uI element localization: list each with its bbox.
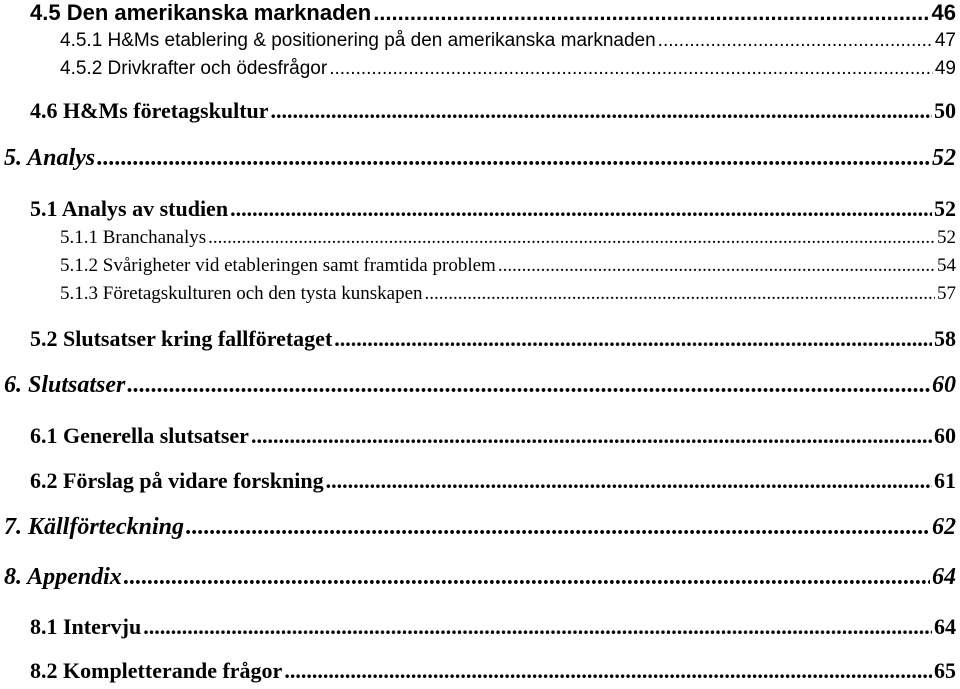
dot-leader [124,564,930,591]
toc-entry-page: 57 [937,283,956,304]
toc-entry-page: 54 [937,255,956,276]
toc-entry-title: 8. Appendix [4,564,122,590]
toc-entry-title: 5.2 Slutsatser kring fallföretaget [30,326,333,351]
toc-entry[interactable] [4,564,956,591]
dot-leader [271,98,932,124]
dot-leader [208,227,935,249]
toc-entry-page: 64 [934,614,956,639]
toc-entry-page: 60 [932,372,956,398]
toc-entry-page: 49 [934,58,956,79]
dot-leader [97,145,930,172]
dot-leader [498,255,935,277]
dot-leader [143,614,932,640]
dot-leader [373,0,929,26]
toc-entry-page: 61 [934,468,956,493]
toc-entry-page: 65 [934,658,956,683]
toc-entry[interactable] [4,145,956,172]
dot-leader [329,58,933,80]
toc-entry-title: 4.5.2 Drivkrafter och ödesfrågor [60,58,328,79]
toc-entry-page: 64 [932,564,956,590]
toc-entry[interactable] [30,98,956,124]
dot-leader [425,283,935,305]
toc-entry-page: 52 [937,227,956,248]
toc-entry-page: 62 [932,514,956,540]
toc-entry[interactable] [60,283,956,305]
toc-entry-title: 6.1 Generella slutsatser [30,423,249,448]
toc-entry-title: 4.5 Den amerikanska marknaden [30,0,372,25]
toc-entry[interactable] [60,30,956,52]
toc-entry-page: 52 [932,145,956,171]
toc-entry[interactable] [30,658,956,684]
toc-entry[interactable] [60,58,956,80]
toc-entry-page: 58 [934,326,956,351]
toc-entry-title: 4.6 H&Ms företagskultur [30,98,269,123]
toc-entry-page: 60 [934,423,956,448]
toc-entry-title: 8.2 Kompletterande frågor [30,658,283,683]
toc-entry-page: 50 [934,98,956,123]
toc-entry-title: 5. Analys [4,145,96,171]
toc-entry[interactable] [60,255,956,277]
toc-entry-title: 7. Källförteckning [4,514,185,540]
toc-entry[interactable] [30,468,956,494]
toc-entry-page: 47 [934,30,956,51]
toc-entry-page: 46 [931,0,956,25]
toc-entry[interactable] [30,423,956,449]
toc-entry[interactable] [60,227,956,249]
dot-leader [251,423,932,449]
dot-leader [334,326,932,352]
toc-entry-title: 8.1 Intervju [30,614,142,639]
dot-leader [186,514,930,541]
toc-entry[interactable] [30,326,956,352]
toc-entry-title: 6.2 Förslag på vidare forskning [30,468,324,493]
dot-leader [127,372,930,399]
toc-entry-title: 6. Slutsatser [4,372,126,398]
toc-entry-title: 4.5.1 H&Ms etablering & positionering på den amerikanska marknaden [60,30,656,51]
dot-leader [284,658,932,684]
toc-entry-title: 5.1 Analys av studien [30,196,229,221]
dot-leader [326,468,932,494]
dot-leader [230,196,932,222]
toc-entry-title: 5.1.2 Svårigheter vid etableringen samt framtida problem [60,255,496,276]
toc-entry[interactable] [30,0,956,26]
toc-entry-page: 52 [934,196,956,221]
toc-entry[interactable] [30,614,956,640]
toc-entry[interactable] [4,514,956,541]
dot-leader [658,30,933,52]
toc-entry[interactable] [4,372,956,399]
toc-entry[interactable] [30,196,956,222]
toc-entry-title: 5.1.1 Branchanalys [60,227,207,248]
toc-entry-title: 5.1.3 Företagskulturen och den tysta kunskapen [60,283,423,304]
